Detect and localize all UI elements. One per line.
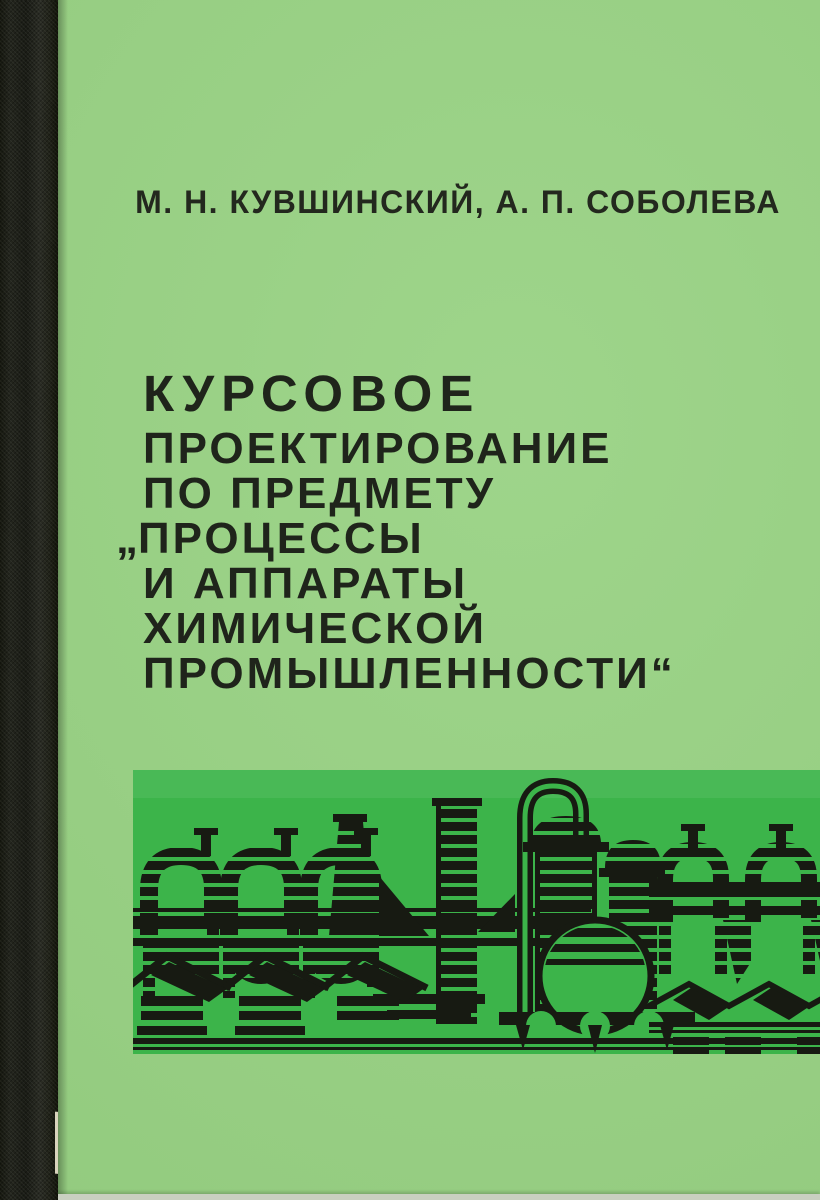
book-spine [0, 0, 58, 1200]
title-line-3: ПО ПРЕДМЕТУ [143, 469, 496, 518]
author-line: М. Н. КУВШИНСКИЙ, А. П. СОБОЛЕВА [135, 184, 781, 220]
book-title [116, 365, 783, 698]
title-line-5: И АППАРАТЫ [143, 559, 469, 608]
title-line-1: КУРСОВОЕ [143, 365, 481, 422]
title-line-7: ПРОМЫШЛЕННОСТИ“ [143, 649, 676, 698]
chemical-plant-skyline-illustration [133, 770, 820, 1054]
front-cover [58, 0, 820, 1200]
title-line-4-text: ПРОЦЕССЫ [138, 514, 425, 563]
title-line-4 [116, 514, 783, 563]
page-bottom-edge [58, 1194, 820, 1200]
title-line-2: ПРОЕКТИРОВАНИЕ [143, 424, 613, 473]
spine-shadow [58, 0, 68, 1200]
opening-quote: „ [116, 514, 138, 563]
title-line-6: ХИМИЧЕСКОЙ [143, 604, 487, 653]
illustration-band [133, 770, 820, 1054]
